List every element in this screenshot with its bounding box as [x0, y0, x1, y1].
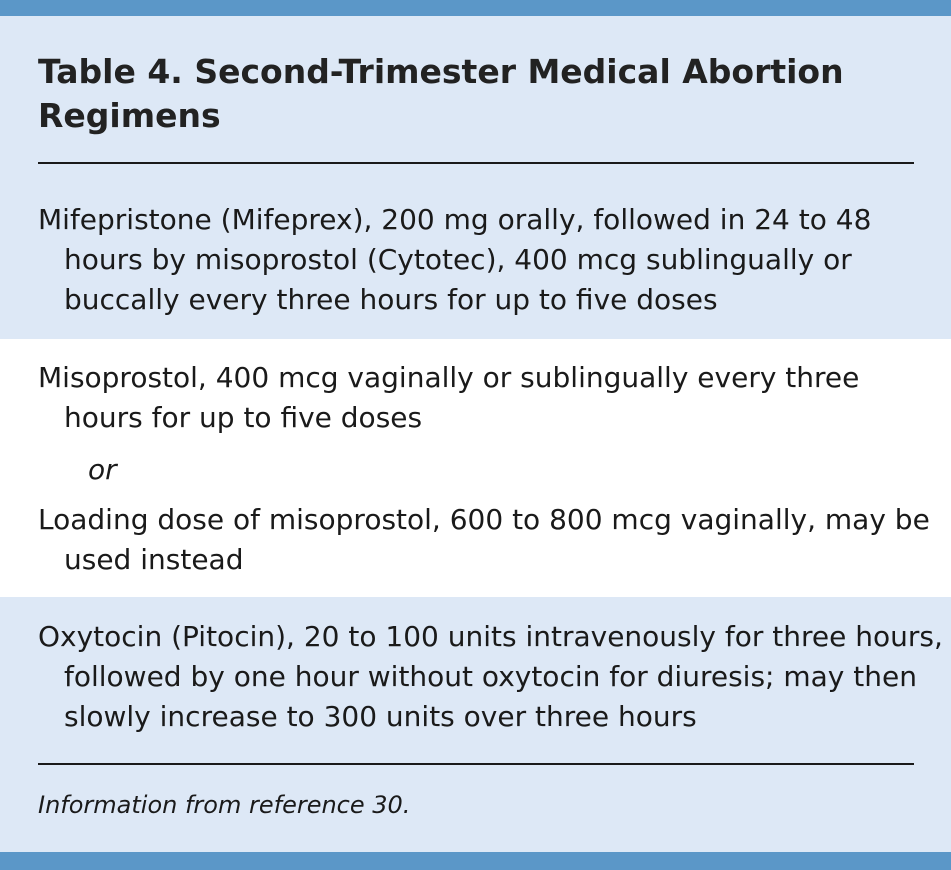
regimen-misoprostol-loading: Loading dose of misoprostol, 600 to 800 mcg vaginally, may be used instead [38, 503, 930, 576]
regimen-mifepristone: Mifepristone (Mifeprex), 200 mg orally, followed in 24 to 48 hours by misoprostol (Cytotec), 400 mcg sublingually or buccally every three hours for up to five doses [38, 203, 872, 316]
bottom-accent-bar [0, 852, 951, 870]
table-title: Table 4. Second-Trimester Medical Abortion Regimens [38, 52, 844, 135]
regimen-misoprostol: Misoprostol, 400 mcg vaginally or sublingually every three hours for up to five doses [38, 361, 860, 434]
or-separator: or [88, 453, 117, 486]
top-accent-bar [0, 0, 951, 16]
top-rule [38, 162, 914, 164]
bottom-rule [38, 763, 914, 765]
table-footnote: Information from reference 30. [38, 791, 411, 819]
regimen-oxytocin: Oxytocin (Pitocin), 20 to 100 units intravenously for three hours, followed by one hour without oxytocin for diuresis; may then slowly increase to 300 units over three hours [38, 620, 943, 733]
